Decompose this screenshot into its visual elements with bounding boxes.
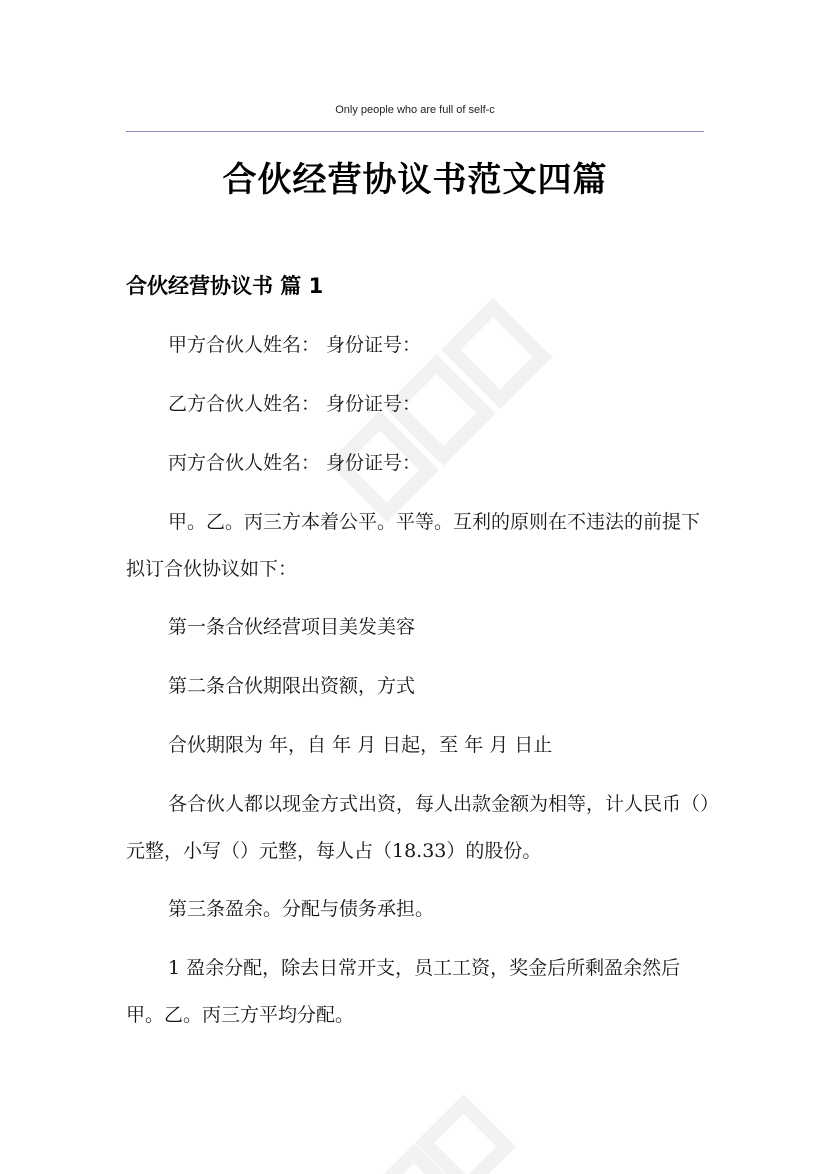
paragraph-capital: 各合伙人都以现金方式出资，每人出款金额为相等，计人民币（）元整，小写（）元整，每人占（18.33）的股份。 [126, 793, 710, 862]
header-divider [126, 131, 704, 132]
running-header: Only people who are full of self-c [335, 104, 495, 116]
paragraph-profit-distribution: 1 盈余分配，除去日常开支，员工工资，奖金后所剩盈余然后甲。乙。丙三方平均分配。 [126, 957, 681, 1026]
section-heading: 合伙经营协议书 篇 1 [126, 274, 324, 298]
paragraph-article-3: 第三条盈余。分配与债务承担。 [168, 898, 435, 920]
document-title: 合伙经营协议书范文四篇 [222, 160, 608, 200]
paragraph-term: 合伙期限为 年，自 年 月 日起，至 年 月 日止 [168, 734, 553, 756]
paragraph-party-a: 甲方合伙人姓名： 身份证号： [168, 334, 422, 356]
paragraph-party-c: 丙方合伙人姓名： 身份证号： [168, 452, 422, 474]
watermark-graphic-bottom [330, 1040, 590, 1174]
paragraph-article-1: 第一条合伙经营项目美发美容 [168, 616, 416, 638]
paragraph-article-2: 第二条合伙期限出资额，方式 [168, 675, 416, 697]
paragraph-preamble: 甲。乙。丙三方本着公平。平等。互利的原则在不违法的前提下拟订合伙协议如下： [126, 511, 701, 580]
paragraph-party-b: 乙方合伙人姓名： 身份证号： [168, 393, 422, 415]
